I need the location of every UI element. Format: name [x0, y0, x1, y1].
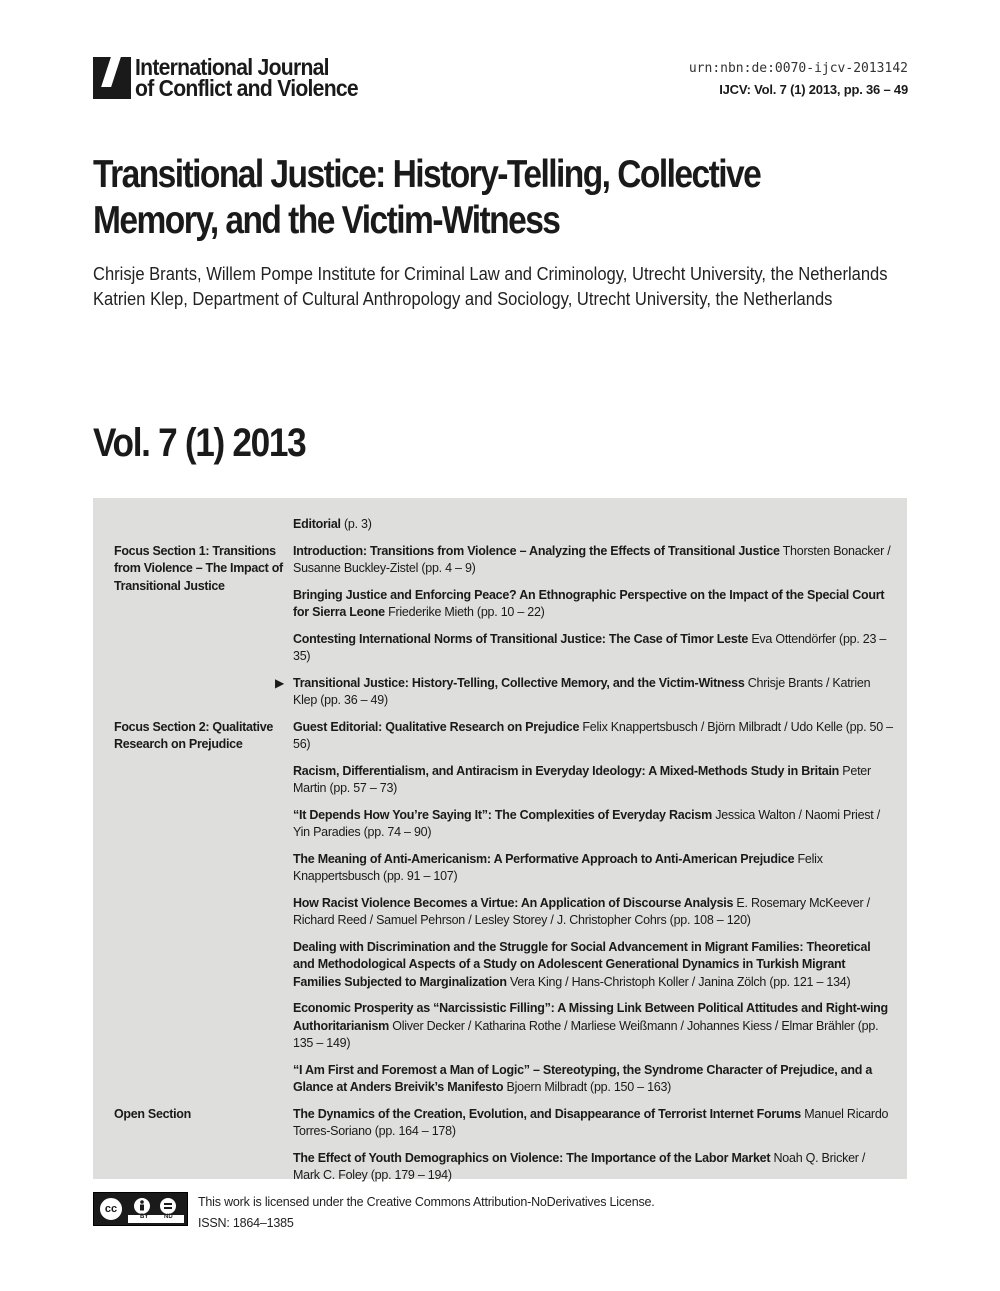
entry-authors-pages: Vera King / Hans-Christoph Koller / Janina Zölch (pp. 121 – 134) [506, 974, 851, 989]
entry-authors-pages: Thorsten Bonacker / Susanne Buckley-Zistel (pp. 4 – 9) [293, 543, 891, 575]
entry-title: Dealing with Discrimination and the Struggle for Social Advancement in Migrant Families: Theoretical and Methodological Aspects of a Study on Adolescent Generational Dynamics in Turkish Migrant Families Subjected to Marginalization [293, 939, 871, 989]
entry-authors-pages: Felix Knappertsbusch (pp. 91 – 107) [293, 851, 823, 883]
section-label: Focus Section 1: Transitions from Violence – The Impact of Transitional Justice [114, 543, 283, 593]
toc-entry[interactable] [293, 1106, 893, 1141]
entry-authors-pages: Chrisje Brants / Katrien Klep (pp. 36 – 49) [293, 675, 871, 707]
cc-by-nd-badge [93, 1192, 188, 1226]
entry-title: Editorial [293, 517, 341, 531]
toc-entry[interactable] [293, 895, 893, 930]
cc-icon: cc [98, 1196, 124, 1222]
toc-entry[interactable] [293, 587, 893, 622]
entry-authors-pages: Noah Q. Bricker / Mark C. Foley (pp. 179 – 194) [293, 1150, 866, 1182]
license-statement: This work is licensed under the Creative Commons Attribution-NoDerivatives License. [198, 1195, 655, 1209]
entry-authors-pages: (p. 3) [340, 517, 372, 531]
section-entries [293, 1106, 893, 1194]
toc-entry[interactable] [275, 675, 893, 710]
section-entries [275, 543, 893, 719]
section-label [93, 516, 293, 543]
toc-entry[interactable] [293, 1150, 893, 1185]
toc-entry[interactable] [293, 1062, 893, 1097]
citation-line: IJCV: Vol. 7 (1) 2013, pp. 36 – 49 [719, 82, 908, 97]
entry-title: Transitional Justice: History-Telling, Collective Memory, and the Victim-Witness [293, 675, 745, 690]
entry-title: The Meaning of Anti-Americanism: A Performative Approach to Anti-American Prejudice [293, 851, 795, 866]
current-article-arrow-icon: ▶ [275, 675, 284, 690]
entry-authors-pages: Felix Knappertsbusch / Björn Milbradt / Udo Kelle (pp. 50 – 56) [293, 719, 893, 751]
toc-entry[interactable] [293, 939, 893, 992]
author-affiliations [93, 262, 888, 312]
toc-section [93, 1106, 907, 1194]
section-entries [293, 516, 893, 543]
toc-entry[interactable] [293, 763, 893, 798]
cc-label-bar [128, 1215, 184, 1223]
entry-title: How Racist Violence Becomes a Virtue: An Application of Discourse Analysis [293, 895, 734, 910]
urn-identifier: urn:nbn:de:0070-ijcv-2013142 [688, 61, 908, 76]
entry-title: The Effect of Youth Demographics on Violence: The Importance of the Labor Market [293, 1150, 771, 1165]
entry-title: Contesting International Norms of Transitional Justice: The Case of Timor Leste [293, 631, 749, 646]
citation-block [689, 61, 908, 97]
entry-authors-pages: Jessica Walton / Naomi Priest / Yin Paradies (pp. 74 – 90) [293, 807, 880, 839]
toc-entry[interactable] [293, 807, 893, 842]
entry-title: Economic Prosperity as “Narcissistic Filling”: A Missing Link Between Political Attitudes and Right-wing Authoritarianism [293, 1001, 888, 1033]
entry-title: The Dynamics of the Creation, Evolution, and Disappearance of Terrorist Internet Forums [293, 1106, 801, 1121]
volume-heading: Vol. 7 (1) 2013 [93, 421, 306, 465]
attribution-icon [132, 1196, 152, 1216]
entry-authors-pages: Manuel Ricardo Torres-Soriano (pp. 164 – 178) [293, 1106, 889, 1138]
toc-entry[interactable] [293, 719, 893, 754]
section-label: Open Section [114, 1106, 191, 1121]
no-derivatives-icon [158, 1196, 178, 1216]
nd-label: ND [164, 1214, 173, 1220]
entry-title: “I Am First and Foremost a Man of Logic” – Stereotyping, the Syndrome Character of Prejudice, and a Glance at Anders Breivik’s Manifesto [293, 1062, 873, 1094]
entry-authors-pages: Eva Ottendörfer (pp. 23 – 35) [293, 631, 887, 663]
section-entries [293, 719, 893, 1106]
toc-entry[interactable] [293, 1000, 893, 1053]
author-2: Katrien Klep, Department of Cultural Anthropology and Sociology, Utrecht University, the Netherlands [93, 289, 833, 309]
entry-authors-pages: Oliver Decker / Katharina Rothe / Marliese Weißmann / Johannes Kiess / Elmar Brähler (pp. 135 – 149) [293, 1018, 879, 1050]
toc-section [93, 543, 907, 719]
toc-entry[interactable] [293, 543, 893, 578]
journal-logo [93, 54, 377, 101]
license-footer [93, 1192, 655, 1234]
entry-authors-pages: Friederike Mieth (pp. 10 – 22) [384, 605, 545, 619]
toc-entry[interactable] [293, 631, 893, 666]
entry-title: Bringing Justice and Enforcing Peace? An Ethnographic Perspective on the Impact of the Special Court for Sierra Leone [293, 587, 885, 619]
journal-logo-mark [93, 57, 131, 99]
toc-section [93, 516, 907, 543]
author-1: Chrisje Brants, Willem Pompe Institute for Criminal Law and Criminology, Utrecht University, the Netherlands [93, 264, 888, 284]
toc-entry[interactable] [293, 516, 893, 534]
license-text-block [198, 1192, 655, 1234]
table-of-contents [93, 498, 907, 1182]
entry-title: “It Depends How You’re Saying It”: The Complexities of Everyday Racism [293, 807, 712, 822]
toc-entry[interactable] [293, 851, 893, 886]
entry-authors-pages: Peter Martin (pp. 57 – 73) [293, 763, 871, 795]
entry-authors-pages: Bjoern Milbradt (pp. 150 – 163) [503, 1080, 672, 1094]
entry-title: Guest Editorial: Qualitative Research on Prejudice [293, 719, 580, 734]
entry-authors-pages: E. Rosemary McKeever / Richard Reed / Samuel Pehrson / Lesley Storey / J. Christopher Cohrs (pp. 108 – 120) [293, 895, 870, 927]
issn: ISSN: 1864–1385 [198, 1216, 294, 1230]
section-label: Focus Section 2: Qualitative Research on Prejudice [114, 719, 274, 751]
journal-name-line1: International Journal [135, 54, 329, 80]
journal-name-line2: of Conflict and Violence [135, 75, 358, 101]
journal-logo-text [135, 54, 358, 101]
toc-section [93, 719, 907, 1106]
by-label: BY [140, 1214, 149, 1220]
article-title: Transitional Justice: History-Telling, Collective Memory, and the Victim-Witness [93, 153, 761, 242]
entry-title: Introduction: Transitions from Violence – Analyzing the Effects of Transitional Justice [293, 543, 780, 558]
entry-title: Racism, Differentialism, and Antiracism in Everyday Ideology: A Mixed-Methods Study in Britain [293, 763, 840, 778]
